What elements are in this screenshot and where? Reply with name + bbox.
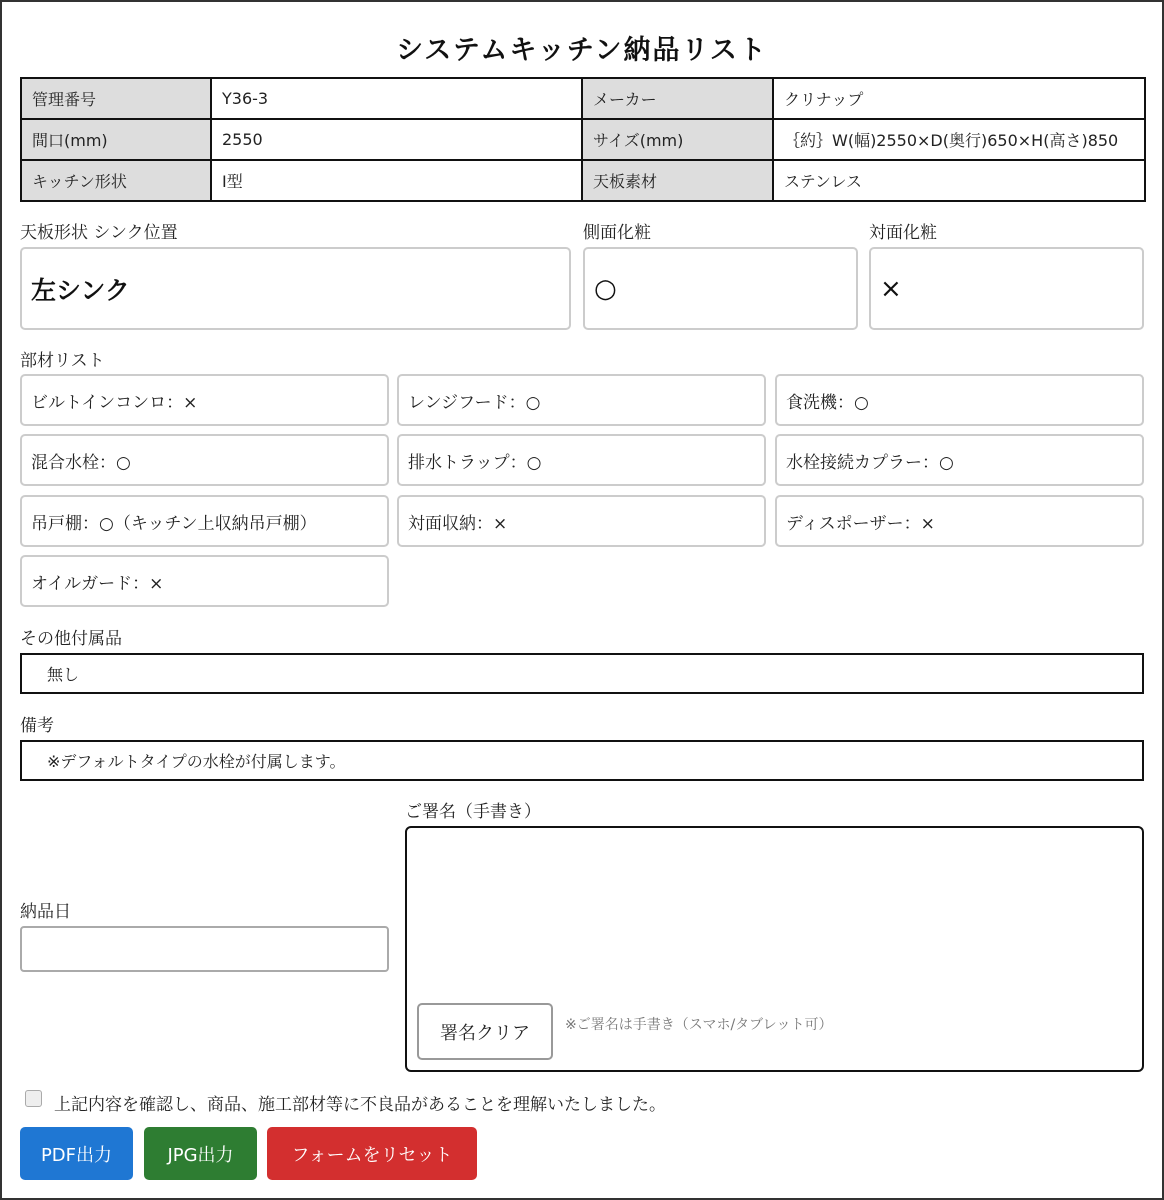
delivery-date-label: 納品日 bbox=[20, 902, 71, 922]
size-label: サイズ(mm) bbox=[582, 119, 773, 160]
control-no-value: Y36-3 bbox=[211, 78, 582, 119]
remarks-field: ※デフォルトタイプの水栓が付属します。 bbox=[20, 740, 1144, 781]
part-item: 排水トラップ：○ bbox=[397, 434, 766, 486]
accessories-field: 無し bbox=[20, 653, 1144, 694]
table-row bbox=[21, 119, 1145, 160]
page-title: システムキッチン納品リスト bbox=[396, 35, 768, 66]
part-item: 吊戸棚：○（キッチン上収納吊戸棚） bbox=[20, 495, 389, 547]
accessories-label: その他付属品 bbox=[20, 629, 122, 649]
shape-label: キッチン形状 bbox=[21, 160, 211, 201]
part-item: レンジフード：○ bbox=[397, 374, 766, 426]
width-label: 間口(mm) bbox=[21, 119, 211, 160]
shape-value: I型 bbox=[211, 160, 582, 201]
top-material-label: 天板素材 bbox=[582, 160, 773, 201]
delivery-date-input[interactable] bbox=[20, 926, 389, 972]
side-finish-box: ○ bbox=[583, 247, 858, 330]
remarks-label: 備考 bbox=[20, 716, 54, 736]
maker-label: メーカー bbox=[582, 78, 773, 119]
front-finish-label: 対面化粧 bbox=[869, 223, 937, 243]
top-material-value: ステンレス bbox=[773, 160, 1145, 201]
size-value: ｛約｝W(幅)2550×D(奥行)650×H(高さ)850 bbox=[773, 119, 1145, 160]
confirm-label: 上記内容を確認し、商品、施工部材等に不良品があることを理解いたしました。 bbox=[54, 1095, 666, 1115]
reset-form-button[interactable]: フォームをリセット bbox=[267, 1127, 477, 1180]
control-no-label: 管理番号 bbox=[21, 78, 211, 119]
part-item: オイルガード：× bbox=[20, 555, 389, 607]
parts-list-label: 部材リスト bbox=[20, 351, 105, 371]
maker-value: クリナップ bbox=[773, 78, 1145, 119]
side-finish-label: 側面化粧 bbox=[583, 223, 651, 243]
top-shape-box: 左シンク bbox=[20, 247, 571, 330]
part-item: ビルトインコンロ：× bbox=[20, 374, 389, 426]
pdf-export-button[interactable]: PDF出力 bbox=[20, 1127, 133, 1180]
part-item: 対面収納：× bbox=[397, 495, 766, 547]
table-row bbox=[21, 160, 1145, 201]
info-table bbox=[20, 77, 1146, 202]
clear-signature-button[interactable]: 署名クリア bbox=[417, 1003, 553, 1060]
part-item: ディスポーザー：× bbox=[775, 495, 1144, 547]
width-value: 2550 bbox=[211, 119, 582, 160]
part-item: 混合水栓：○ bbox=[20, 434, 389, 486]
part-item: 水栓接続カプラー：○ bbox=[775, 434, 1144, 486]
confirm-checkbox[interactable] bbox=[25, 1090, 42, 1107]
part-item: 食洗機：○ bbox=[775, 374, 1144, 426]
jpg-export-button[interactable]: JPG出力 bbox=[144, 1127, 257, 1180]
table-row bbox=[21, 78, 1145, 119]
front-finish-box: × bbox=[869, 247, 1144, 330]
top-shape-label: 天板形状 シンク位置 bbox=[20, 223, 178, 243]
signature-label: ご署名（手書き） bbox=[405, 802, 541, 822]
signature-note: ※ご署名は手書き（スマホ/タブレット可） bbox=[565, 1017, 833, 1033]
